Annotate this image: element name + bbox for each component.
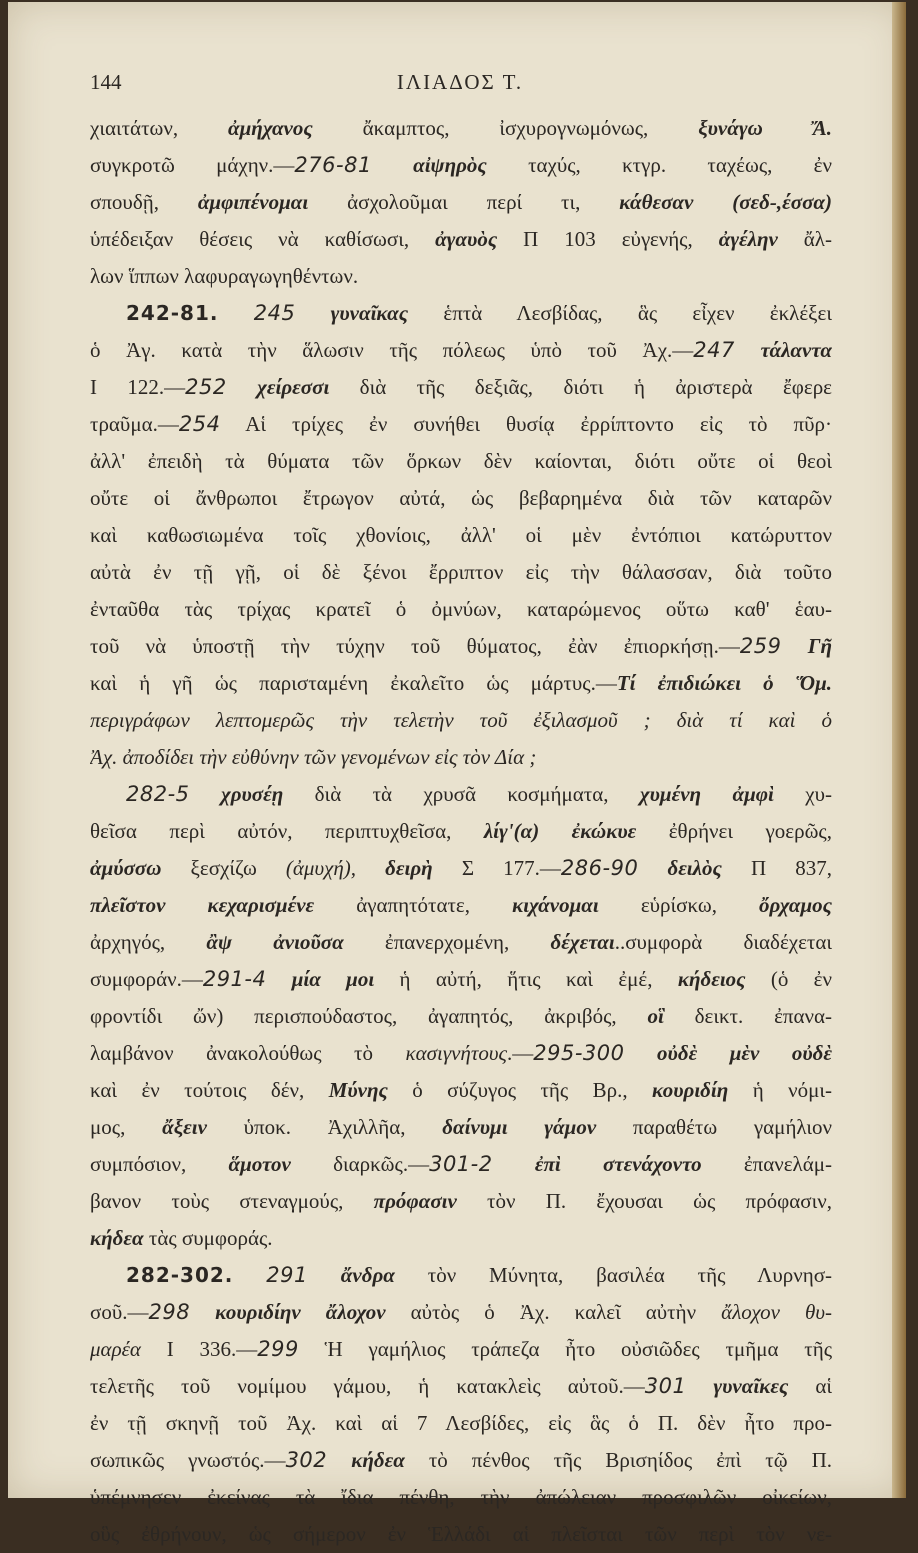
text-line	[90, 887, 832, 924]
text-line	[90, 221, 832, 258]
plain-text: διαρκῶς.—	[290, 1152, 430, 1176]
line-reference: 282-5	[126, 782, 190, 806]
plain-text: σοῦ.—	[90, 1300, 149, 1324]
plain-text: τελετῆς τοῦ νομίμου γάμου, ἡ κατακλεὶς αὐτοῦ.—	[90, 1374, 645, 1398]
plain-text	[782, 634, 808, 658]
plain-text: ἐνταῦθα τὰς τρίχας κρατεῖ ὁ ὀμνύων, καταρώμενος οὕτω καθ' ἑαυ-	[90, 597, 832, 621]
lemma: κήδεα	[351, 1448, 405, 1472]
plain-text: παραθέτω γαμήλιον	[596, 1115, 832, 1139]
text-line	[90, 628, 832, 665]
plain-text	[493, 1152, 535, 1176]
plain-text: καὶ ἐν τούτοις δέν,	[90, 1078, 329, 1102]
text-line	[90, 1294, 832, 1331]
text-line	[90, 295, 832, 332]
plain-text	[356, 856, 385, 880]
plain-text	[295, 301, 330, 325]
plain-text	[227, 375, 257, 399]
lemma: ἀμήχανος	[228, 116, 313, 140]
plain-text	[735, 338, 761, 362]
lemma: ἀγέλην	[718, 227, 778, 251]
plain-text	[625, 1041, 658, 1065]
lemma: δειλὸς	[667, 856, 722, 880]
line-reference: 295-300	[533, 1041, 625, 1065]
text-line	[90, 665, 832, 702]
lemma: κιχάνομαι	[512, 893, 599, 917]
text-line	[90, 1516, 832, 1553]
italic-text: (ἀμυχή),	[285, 856, 357, 880]
plain-text	[190, 782, 221, 806]
lemma: οἳ	[647, 1004, 664, 1028]
plain-text: ἀρχηγός,	[90, 930, 207, 954]
lemma: δειρὴ	[385, 856, 433, 880]
lemma: κάθεσαν (σεδ-,έσσα)	[619, 190, 832, 214]
plain-text: ἑπτὰ Λεσβίδας, ἃς εἶχεν ἐκλέξει	[408, 301, 832, 325]
plain-text: (ὁ ἐν	[745, 967, 832, 991]
plain-text: Ι 336.—	[140, 1337, 258, 1361]
plain-text	[308, 1263, 341, 1287]
page-header	[90, 70, 830, 100]
plain-text: ἐπανελάμ-	[701, 1152, 832, 1176]
lemma: κουριδίην ἄλοχον	[215, 1300, 386, 1324]
plain-text: ὁ Ἀγ. κατὰ τὴν ἅλωσιν τῆς πόλεως ὑπὸ τοῦ Ἀχ.—	[90, 338, 694, 362]
text-line	[90, 1146, 832, 1183]
plain-text: ..συμφορὰ διαδέχεται	[614, 930, 832, 954]
lemma: μία μοι	[291, 967, 375, 991]
plain-text: ὑπέδειξαν θέσεις νὰ καθίσωσι,	[90, 227, 436, 251]
lemma: ἀγαυὸς	[435, 227, 498, 251]
plain-text: Ἡ γαμήλιος τράπεζα ἦτο οὐσιῶδες τμῆμα τῆς	[298, 1337, 832, 1361]
text-line	[90, 813, 832, 850]
plain-text: λαμβάνον ἀνακολούθως τὸ	[90, 1041, 406, 1065]
line-reference: 286-90	[560, 856, 639, 880]
plain-text: τὰς συμφοράς.	[143, 1226, 273, 1250]
plain-text: χυ-	[773, 782, 832, 806]
lemma: κήδεα	[90, 1226, 144, 1250]
line-reference: 259	[739, 634, 782, 658]
line-reference: 301-2	[429, 1152, 493, 1176]
text-line	[90, 517, 832, 554]
text-line	[90, 739, 832, 776]
plain-text: θεῖσα περὶ αὐτόν, περιπτυχθεῖσα,	[90, 819, 484, 843]
plain-text	[638, 856, 667, 880]
text-line	[90, 332, 832, 369]
line-reference: 245	[253, 301, 296, 325]
section-heading: 242-81.	[126, 301, 219, 325]
line-reference: 276-81	[294, 153, 372, 177]
line-reference: 298	[148, 1300, 191, 1324]
text-line	[90, 1368, 832, 1405]
text-line	[90, 1072, 832, 1109]
plain-text	[266, 967, 291, 991]
text-line	[90, 1220, 832, 1257]
plain-text: ὁ σύζυγος τῆς Βρ.,	[387, 1078, 653, 1102]
plain-text: Σ 177.—	[432, 856, 561, 880]
text-line	[90, 961, 832, 998]
text-line	[90, 110, 832, 147]
lemma: πλεῖστον κεχαρισμένε	[90, 893, 315, 917]
plain-text: ἄλ-	[777, 227, 832, 251]
section-heading: 282-302.	[126, 1263, 234, 1287]
plain-text: ξεσχίζω	[161, 856, 286, 880]
lemma: χείρεσσι	[257, 375, 330, 399]
lemma: Γῆ	[807, 634, 832, 658]
line-reference: 247	[693, 338, 735, 362]
plain-text: Π 103 εὐγενής,	[497, 227, 719, 251]
text-line	[90, 443, 832, 480]
plain-text: αὐτὸς ὁ Ἀχ. καλεῖ αὐτὴν	[385, 1300, 722, 1324]
text-line	[90, 1183, 832, 1220]
line-reference: 291	[266, 1263, 308, 1287]
plain-text: καὶ καθωσιωμένα τοῖς χθονίοις, ἀλλ' οἱ μὲν ἐντόπιοι κατώρυττον	[90, 523, 832, 547]
plain-text: συμπόσιον,	[90, 1152, 229, 1176]
lemma: ἅμοτον	[228, 1152, 291, 1176]
plain-text: διὰ τῆς δεξιᾶς, διότι ἡ ἀριστερὰ ἔφερε	[329, 375, 832, 399]
plain-text	[686, 1374, 713, 1398]
plain-text: ἀλλ' ἐπειδὴ τὰ θύματα τῶν ὅρκων δὲν καίονται, διότι οὔτε οἱ θεοὶ	[90, 449, 832, 473]
lemma: ξυνάγω Ἄ.	[698, 116, 832, 140]
plain-text: αὐτὰ ἐν τῇ γῇ, οἱ δὲ ξένοι ἔρριπτον εἰς τὴν θάλασσαν, διὰ τοῦτο	[90, 560, 832, 584]
text-line	[90, 406, 832, 443]
book-page	[8, 2, 906, 1546]
italic-text: κασιγνήτους	[405, 1041, 508, 1065]
plain-text: διὰ τὰ χρυσᾶ κοσμήματα,	[283, 782, 640, 806]
text-line	[90, 591, 832, 628]
plain-text	[372, 153, 413, 177]
text-line	[90, 147, 832, 184]
lemma: οὐδὲ μὲν οὐδὲ	[657, 1041, 832, 1065]
plain-text: ἀγαπητότατε,	[314, 893, 513, 917]
plain-text: ἀσχολοῦμαι περί τι,	[308, 190, 620, 214]
line-reference: 302	[285, 1448, 328, 1472]
text-line	[90, 776, 832, 813]
plain-text: ἡ νόμι-	[728, 1078, 832, 1102]
lemma: πρόφασιν	[373, 1189, 457, 1213]
text-line	[90, 480, 832, 517]
italic-text: Ἀχ. ἀποδίδει τὴν εὐθύνην τῶν γενομένων εἰς τὸν Δία ;	[90, 745, 537, 769]
text-line	[90, 554, 832, 591]
lemma: κουριδίη	[652, 1078, 729, 1102]
plain-text: βανον τοὺς στεναγμούς,	[90, 1189, 374, 1213]
lemma: τάλαντα	[760, 338, 832, 362]
lemma: χρυσέῃ	[220, 782, 284, 806]
text-line	[90, 258, 832, 295]
plain-text: καὶ ἡ γῆ ὡς παρισταμένη ἐκαλεῖτο ὡς μάρτυς.—	[90, 671, 617, 695]
plain-text	[218, 301, 253, 325]
line-reference: 291-4	[202, 967, 267, 991]
plain-text: φροντίδι ὤν) περισπούδαστος, ἀγαπητός, ἀκριβός,	[90, 1004, 648, 1028]
line-reference: 254	[178, 412, 221, 436]
plain-text: συγκροτῶ μάχην.—	[90, 153, 295, 177]
lemma: κήδειος	[677, 967, 746, 991]
lemma: ὄρχαμος	[759, 893, 832, 917]
plain-text: ἐθρήνει γοερῶς,	[636, 819, 832, 843]
plain-text: τὸν Μύνητα, βασιλέα τῆς Λυρνησ-	[394, 1263, 832, 1287]
lemma: αἰψηρὸς	[413, 153, 487, 177]
lemma: ἄνδρα	[340, 1263, 395, 1287]
text-line	[90, 369, 832, 406]
plain-text: δεικτ. ἐπανα-	[663, 1004, 832, 1028]
line-reference: 301	[644, 1374, 687, 1398]
plain-text: τὸ πένθος τῆς Βρισηίδος ἐπὶ τῷ Π.	[404, 1448, 832, 1472]
text-line	[90, 1479, 832, 1516]
lemma: ἀμφιπένομαι	[197, 190, 309, 214]
plain-text: ὑπέμνησεν ἐκείνας τὰ ἴδια πένθη, τὴν ἀπώλειαν προσφιλῶν οἰκείων,	[90, 1485, 832, 1509]
text-line	[90, 702, 832, 739]
plain-text	[233, 1263, 266, 1287]
plain-text: ἡ αὐτή, ἥτις καὶ ἐμέ,	[374, 967, 678, 991]
text-line	[90, 998, 832, 1035]
lemma: δέχεται	[550, 930, 615, 954]
plain-text: χιαιτάτων,	[90, 116, 228, 140]
text-line	[90, 850, 832, 887]
commentary-text	[90, 110, 832, 1553]
plain-text: τὸν Π. ἔχουσαι ὡς πρόφασιν,	[456, 1189, 832, 1213]
plain-text: ὑποκ. Ἀχιλλῆα,	[206, 1115, 443, 1139]
line-reference: 299	[257, 1337, 299, 1361]
lemma: ἂψ ἀνιοῦσα	[206, 930, 344, 954]
lemma: ἀμύσσω	[90, 856, 162, 880]
plain-text: .—	[507, 1041, 534, 1065]
plain-text: ἐν τῇ σκηνῇ τοῦ Ἀχ. καὶ αἱ 7 Λεσβίδες, εἰς ἃς ὁ Π. δὲν ἦτο προ-	[90, 1411, 832, 1435]
text-line	[90, 1442, 832, 1479]
italic-text: περιγράφων λεπτομερῶς τὴν τελετὴν τοῦ ἐξιλασμοῦ ; διὰ τί καὶ ὁ	[90, 708, 832, 732]
text-line	[90, 1331, 832, 1368]
plain-text: οὓς ἐθρήνουν, ὡς σήμερον ἐν Ἑλλάδι αἱ πλεῖσται τῶν περὶ τὸν νε-	[90, 1522, 832, 1546]
plain-text: τοῦ νὰ ὑποστῇ τὴν τύχην τοῦ θύματος, ἐὰν ἐπιορκήσῃ.—	[90, 634, 740, 658]
plain-text: συμφοράν.—	[90, 967, 203, 991]
lemma: ἄξειν	[162, 1115, 207, 1139]
plain-text: ἄκαμπτος, ἰσχυρογνωμόνως,	[312, 116, 699, 140]
text-line	[90, 184, 832, 221]
italic-text: μαρέα	[90, 1337, 141, 1361]
plain-text: εὑρίσκω,	[598, 893, 760, 917]
lemma: γυναῖκες	[713, 1374, 789, 1398]
text-line	[90, 1405, 832, 1442]
italic-text: ἄλοχον θυ-	[721, 1300, 832, 1324]
lemma: λίγ'(α) ἐκώκυε	[483, 819, 637, 843]
plain-text: λων ἵππων λαφυραγωγηθέντων.	[90, 264, 359, 288]
page-edge	[892, 2, 906, 1498]
running-title: ΙΛΙΑΔΟΣ Τ.	[396, 70, 524, 94]
plain-text: Αἱ τρίχες ἐν συνήθει θυσίᾳ ἐρρίπτοντο εἰς τὸ πῦρ·	[220, 412, 832, 436]
plain-text: σωπικῶς γνωστός.—	[90, 1448, 286, 1472]
page-number: 144	[90, 70, 122, 94]
plain-text: μος,	[90, 1115, 163, 1139]
text-line	[90, 1109, 832, 1146]
lemma: χυμένη ἀμφὶ	[639, 782, 774, 806]
text-line	[90, 1257, 832, 1294]
plain-text: οὔτε οἱ ἄνθρωποι ἔτρωγον αὐτά, ὡς βεβαρημένα διὰ τῶν καταρῶν	[90, 486, 832, 510]
lemma: δαίνυμι γάμον	[442, 1115, 597, 1139]
plain-text	[327, 1448, 351, 1472]
lemma: ἐπὶ στενάχοντο	[534, 1152, 702, 1176]
plain-text: ταχύς, κτγρ. ταχέως, ἐν	[486, 153, 832, 177]
plain-text: Ι 122.—	[90, 375, 186, 399]
plain-text: τραῦμα.—	[90, 412, 179, 436]
plain-text: αἱ	[788, 1374, 832, 1398]
text-line	[90, 1035, 832, 1072]
lemma: Τί ἐπιδιώκει ὁ Ὅμ.	[616, 671, 832, 695]
lemma: γυναῖκας	[330, 301, 409, 325]
plain-text: Π 837,	[721, 856, 832, 880]
plain-text	[190, 1300, 215, 1324]
text-line	[90, 924, 832, 961]
plain-text: ἐπανερχομένη,	[343, 930, 551, 954]
lemma: Μύνης	[328, 1078, 388, 1102]
line-reference: 252	[185, 375, 227, 399]
plain-text: σπουδῇ,	[90, 190, 198, 214]
